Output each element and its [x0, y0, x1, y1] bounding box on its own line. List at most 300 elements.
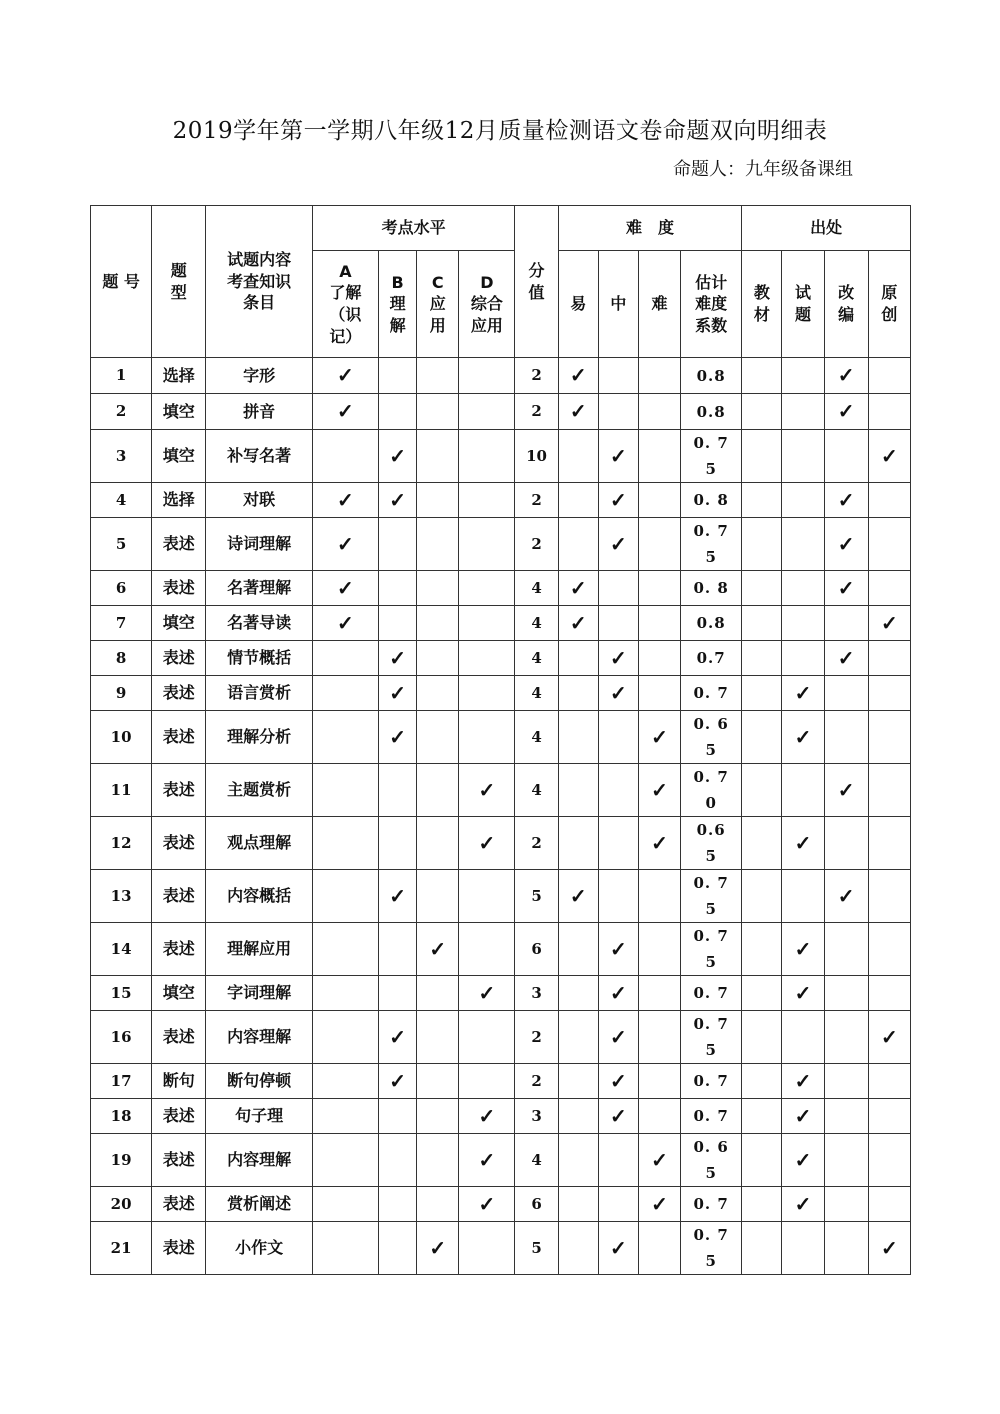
cell-difficulty-easy — [558, 923, 598, 976]
cell-score: 10 — [515, 430, 558, 483]
specification-table — [90, 205, 911, 1275]
coefficient-line: 0.8 — [696, 402, 726, 421]
coefficient-line: 5 — [705, 1041, 717, 1059]
cell-content: 内容理解 — [206, 1011, 312, 1064]
check-mark-icon: ✓ — [478, 830, 496, 855]
cell-level-c — [417, 518, 459, 571]
check-mark-icon: ✓ — [569, 363, 587, 387]
cell-level-b — [379, 1064, 417, 1099]
check-mark-icon: ✓ — [837, 575, 855, 600]
cell-difficulty-easy — [558, 358, 598, 394]
cell-source-adapted — [824, 1187, 868, 1222]
cell-source-exam — [782, 1222, 824, 1275]
check-mark-icon: ✓ — [478, 1147, 496, 1172]
cell-source-exam — [782, 1011, 824, 1064]
check-mark-icon: ✓ — [880, 1235, 898, 1260]
cell-source-adapted — [824, 676, 868, 711]
cell-content: 内容概括 — [206, 870, 312, 923]
cell-difficulty-medium — [598, 641, 638, 676]
cell-level-b — [379, 711, 417, 764]
cell-source-exam — [782, 870, 824, 923]
cell-source-exam — [782, 1064, 824, 1099]
cell-level-d — [459, 1222, 515, 1275]
check-mark-icon: ✓ — [429, 1235, 447, 1260]
cell-difficulty-easy — [558, 976, 598, 1011]
cell-difficulty-hard — [638, 606, 680, 641]
coefficient-line: 5 — [705, 900, 717, 918]
cell-level-d — [459, 817, 515, 870]
cell-question-type: 表述 — [152, 1099, 206, 1134]
check-mark-icon: ✓ — [609, 487, 627, 512]
cell-level-b — [379, 518, 417, 571]
cell-difficulty-hard — [638, 870, 680, 923]
coefficient-line: 5 — [705, 548, 717, 566]
cell-difficulty-medium — [598, 1099, 638, 1134]
cell-coefficient — [681, 430, 742, 483]
check-mark-icon: ✓ — [794, 1103, 812, 1128]
cell-source-exam — [782, 430, 824, 483]
cell-level-d — [459, 571, 515, 606]
cell-source-adapted — [824, 764, 868, 817]
cell-source-adapted — [824, 817, 868, 870]
cell-content: 拼音 — [206, 394, 312, 430]
cell-source-exam — [782, 483, 824, 518]
cell-difficulty-easy — [558, 430, 598, 483]
cell-level-a — [312, 1134, 378, 1187]
coefficient-line: 0. 7 — [693, 1015, 729, 1033]
table-row — [91, 1134, 911, 1187]
cell-level-b — [379, 483, 417, 518]
table-body — [91, 358, 911, 1275]
cell-content: 字词理解 — [206, 976, 312, 1011]
cell-source-adapted — [824, 606, 868, 641]
check-mark-icon: ✓ — [794, 680, 812, 705]
check-mark-icon: ✓ — [609, 680, 627, 705]
cell-difficulty-hard — [638, 923, 680, 976]
cell-content: 字形 — [206, 358, 312, 394]
cell-level-c — [417, 394, 459, 430]
cell-level-a — [312, 764, 378, 817]
cell-level-a — [312, 606, 378, 641]
cell-source-exam — [782, 923, 824, 976]
cell-difficulty-medium — [598, 430, 638, 483]
header-content: 试题内容 考查知识 条目 — [206, 206, 312, 358]
cell-content: 观点理解 — [206, 817, 312, 870]
cell-level-a — [312, 676, 378, 711]
check-mark-icon: ✓ — [569, 883, 587, 908]
cell-question-type: 表述 — [152, 1222, 206, 1275]
cell-source-original — [868, 571, 910, 606]
cell-source-exam — [782, 676, 824, 711]
cell-level-a — [312, 1099, 378, 1134]
cell-source-original — [868, 1134, 910, 1187]
cell-difficulty-medium — [598, 1011, 638, 1064]
cell-content: 名著理解 — [206, 571, 312, 606]
check-mark-icon: ✓ — [837, 645, 855, 670]
cell-difficulty-medium — [598, 976, 638, 1011]
check-mark-icon: ✓ — [389, 724, 406, 749]
cell-level-c — [417, 1099, 459, 1134]
coefficient-line: 5 — [705, 953, 717, 971]
cell-question-no: 9 — [91, 676, 152, 711]
check-mark-icon: ✓ — [651, 777, 668, 802]
cell-source-original — [868, 1187, 910, 1222]
table-row — [91, 976, 911, 1011]
cell-source-adapted — [824, 483, 868, 518]
coefficient-line: 5 — [705, 460, 717, 478]
cell-source-original — [868, 976, 910, 1011]
cell-content: 句子理 — [206, 1099, 312, 1134]
cell-difficulty-hard — [638, 1011, 680, 1064]
check-mark-icon: ✓ — [880, 443, 898, 468]
cell-score: 3 — [515, 1099, 558, 1134]
cell-level-b — [379, 1187, 417, 1222]
check-mark-icon: ✓ — [794, 1068, 812, 1093]
cell-source-adapted — [824, 394, 868, 430]
header-difficulty-group: 难 度 — [558, 206, 742, 251]
coefficient-line: 0. 7 — [693, 684, 729, 702]
cell-score: 4 — [515, 764, 558, 817]
cell-content: 主题赏析 — [206, 764, 312, 817]
cell-source-exam — [782, 641, 824, 676]
cell-content: 理解分析 — [206, 711, 312, 764]
cell-source-adapted — [824, 1011, 868, 1064]
cell-coefficient — [681, 711, 742, 764]
check-mark-icon: ✓ — [880, 1024, 898, 1049]
cell-difficulty-medium — [598, 676, 638, 711]
cell-level-c — [417, 1187, 459, 1222]
table-header — [91, 206, 911, 358]
cell-source-exam — [782, 711, 824, 764]
cell-source-original — [868, 518, 910, 571]
check-mark-icon: ✓ — [794, 1147, 812, 1172]
cell-level-b — [379, 571, 417, 606]
cell-level-a — [312, 817, 378, 870]
cell-source-exam — [782, 764, 824, 817]
cell-level-c — [417, 571, 459, 606]
cell-level-c — [417, 676, 459, 711]
header-level-b: B 理 解 — [379, 251, 417, 358]
cell-source-adapted — [824, 870, 868, 923]
cell-question-no: 19 — [91, 1134, 152, 1187]
cell-source-exam — [782, 394, 824, 430]
check-mark-icon: ✓ — [609, 1235, 627, 1260]
cell-coefficient — [681, 358, 742, 394]
cell-content: 名著导读 — [206, 606, 312, 641]
cell-level-a — [312, 430, 378, 483]
cell-coefficient — [681, 1099, 742, 1134]
coefficient-line: 5 — [705, 1252, 717, 1270]
cell-difficulty-hard — [638, 518, 680, 571]
header-question-no: 题 号 — [91, 206, 152, 358]
check-mark-icon: ✓ — [794, 936, 812, 961]
table-row — [91, 518, 911, 571]
coefficient-line: 0 — [705, 794, 717, 812]
coefficient-line: 0.7 — [696, 649, 726, 667]
table-row — [91, 394, 911, 430]
cell-difficulty-easy — [558, 1011, 598, 1064]
check-mark-icon: ✓ — [478, 1103, 496, 1128]
cell-coefficient — [681, 606, 742, 641]
cell-score: 5 — [515, 870, 558, 923]
cell-difficulty-easy — [558, 1134, 598, 1187]
check-mark-icon: ✓ — [651, 724, 668, 749]
cell-source-original — [868, 1222, 910, 1275]
cell-question-no: 4 — [91, 483, 152, 518]
cell-difficulty-easy — [558, 1187, 598, 1222]
check-mark-icon: ✓ — [389, 487, 406, 512]
header-source-group: 出处 — [742, 206, 911, 251]
cell-question-no: 17 — [91, 1064, 152, 1099]
cell-content: 对联 — [206, 483, 312, 518]
header-level-c: C 应 用 — [417, 251, 459, 358]
cell-level-d — [459, 1187, 515, 1222]
table-row — [91, 817, 911, 870]
check-mark-icon: ✓ — [837, 883, 855, 908]
cell-content: 赏析阐述 — [206, 1187, 312, 1222]
cell-question-no: 7 — [91, 606, 152, 641]
coefficient-line: 0.6 — [696, 821, 726, 839]
cell-level-d — [459, 711, 515, 764]
cell-coefficient — [681, 1011, 742, 1064]
cell-score: 4 — [515, 676, 558, 711]
coefficient-line: 0. 7 — [693, 522, 729, 540]
cell-source-textbook — [742, 606, 782, 641]
coefficient-line: 0. 7 — [693, 1195, 729, 1213]
check-mark-icon: ✓ — [609, 1068, 627, 1093]
cell-score: 2 — [515, 358, 558, 394]
cell-level-c — [417, 1064, 459, 1099]
cell-content: 补写名著 — [206, 430, 312, 483]
cell-content: 理解应用 — [206, 923, 312, 976]
cell-difficulty-hard — [638, 1099, 680, 1134]
table-row — [91, 1187, 911, 1222]
cell-level-d — [459, 641, 515, 676]
check-mark-icon: ✓ — [337, 399, 354, 423]
coefficient-line: 0. 7 — [693, 434, 729, 452]
cell-level-d — [459, 764, 515, 817]
cell-score: 2 — [515, 394, 558, 430]
cell-source-textbook — [742, 571, 782, 606]
header-source-textbook: 教 材 — [742, 251, 782, 358]
cell-level-d — [459, 1064, 515, 1099]
check-mark-icon: ✓ — [478, 1191, 496, 1216]
cell-difficulty-medium — [598, 394, 638, 430]
cell-score: 2 — [515, 1011, 558, 1064]
cell-question-type: 表述 — [152, 571, 206, 606]
check-mark-icon: ✓ — [389, 680, 406, 705]
cell-level-c — [417, 606, 459, 641]
cell-coefficient — [681, 571, 742, 606]
cell-level-b — [379, 1099, 417, 1134]
check-mark-icon: ✓ — [609, 443, 627, 468]
cell-level-a — [312, 571, 378, 606]
cell-question-no: 5 — [91, 518, 152, 571]
check-mark-icon: ✓ — [337, 531, 354, 556]
check-mark-icon: ✓ — [609, 1103, 627, 1128]
cell-question-no: 20 — [91, 1187, 152, 1222]
cell-question-no: 6 — [91, 571, 152, 606]
check-mark-icon: ✓ — [569, 610, 587, 635]
cell-level-b — [379, 1134, 417, 1187]
cell-difficulty-hard — [638, 394, 680, 430]
cell-question-no: 21 — [91, 1222, 152, 1275]
check-mark-icon: ✓ — [478, 980, 496, 1005]
table-row — [91, 923, 911, 976]
cell-coefficient — [681, 676, 742, 711]
cell-score: 6 — [515, 923, 558, 976]
cell-difficulty-hard — [638, 817, 680, 870]
cell-source-textbook — [742, 1011, 782, 1064]
check-mark-icon: ✓ — [837, 399, 855, 423]
cell-difficulty-medium — [598, 711, 638, 764]
cell-level-a — [312, 1222, 378, 1275]
cell-level-c — [417, 976, 459, 1011]
cell-level-c — [417, 923, 459, 976]
cell-question-type: 表述 — [152, 676, 206, 711]
coefficient-line: 0. 7 — [693, 1226, 729, 1244]
coefficient-line: 5 — [705, 741, 717, 759]
cell-difficulty-easy — [558, 606, 598, 641]
table-row — [91, 483, 911, 518]
cell-coefficient — [681, 976, 742, 1011]
cell-level-b — [379, 870, 417, 923]
cell-score: 4 — [515, 711, 558, 764]
check-mark-icon: ✓ — [429, 936, 447, 961]
cell-question-type: 表述 — [152, 711, 206, 764]
cell-difficulty-medium — [598, 1134, 638, 1187]
check-mark-icon: ✓ — [389, 1024, 406, 1049]
cell-source-adapted — [824, 976, 868, 1011]
cell-question-no: 10 — [91, 711, 152, 764]
cell-level-b — [379, 606, 417, 641]
cell-level-a — [312, 976, 378, 1011]
cell-level-a — [312, 394, 378, 430]
check-mark-icon: ✓ — [389, 443, 406, 468]
cell-level-c — [417, 1011, 459, 1064]
cell-source-exam — [782, 606, 824, 641]
check-mark-icon: ✓ — [794, 1191, 812, 1216]
coefficient-line: 0. 6 — [693, 715, 729, 733]
cell-source-textbook — [742, 430, 782, 483]
check-mark-icon: ✓ — [880, 610, 898, 635]
cell-level-a — [312, 641, 378, 676]
cell-coefficient — [681, 641, 742, 676]
cell-content: 诗词理解 — [206, 518, 312, 571]
cell-difficulty-hard — [638, 764, 680, 817]
cell-difficulty-easy — [558, 483, 598, 518]
cell-question-no: 2 — [91, 394, 152, 430]
cell-question-type: 表述 — [152, 923, 206, 976]
cell-source-textbook — [742, 817, 782, 870]
cell-question-type: 填空 — [152, 430, 206, 483]
cell-difficulty-easy — [558, 676, 598, 711]
cell-question-no: 8 — [91, 641, 152, 676]
coefficient-line: 0. 8 — [693, 579, 729, 597]
cell-question-type: 表述 — [152, 518, 206, 571]
cell-level-a — [312, 1064, 378, 1099]
cell-score: 2 — [515, 483, 558, 518]
check-mark-icon: ✓ — [389, 1068, 406, 1093]
cell-source-adapted — [824, 923, 868, 976]
cell-question-type: 表述 — [152, 641, 206, 676]
cell-level-c — [417, 817, 459, 870]
table-row — [91, 764, 911, 817]
cell-source-adapted — [824, 518, 868, 571]
cell-question-no: 18 — [91, 1099, 152, 1134]
check-mark-icon: ✓ — [837, 487, 855, 512]
cell-level-a — [312, 483, 378, 518]
cell-level-a — [312, 923, 378, 976]
coefficient-line: 5 — [705, 847, 717, 865]
cell-source-textbook — [742, 518, 782, 571]
cell-score: 3 — [515, 976, 558, 1011]
coefficient-line: 0. 7 — [693, 927, 729, 945]
cell-question-type: 填空 — [152, 606, 206, 641]
coefficient-line: 0. 6 — [693, 1138, 729, 1156]
cell-level-c — [417, 1222, 459, 1275]
cell-question-type: 表述 — [152, 764, 206, 817]
cell-content: 内容理解 — [206, 1134, 312, 1187]
cell-difficulty-hard — [638, 641, 680, 676]
cell-coefficient — [681, 518, 742, 571]
cell-level-c — [417, 870, 459, 923]
cell-source-adapted — [824, 1222, 868, 1275]
cell-difficulty-hard — [638, 676, 680, 711]
cell-level-b — [379, 1222, 417, 1275]
cell-question-no: 11 — [91, 764, 152, 817]
cell-question-type: 表述 — [152, 1011, 206, 1064]
cell-level-a — [312, 1187, 378, 1222]
cell-level-d — [459, 483, 515, 518]
cell-level-c — [417, 430, 459, 483]
cell-difficulty-easy — [558, 1064, 598, 1099]
cell-level-c — [417, 711, 459, 764]
cell-coefficient — [681, 870, 742, 923]
cell-difficulty-hard — [638, 1187, 680, 1222]
cell-score: 6 — [515, 1187, 558, 1222]
cell-source-original — [868, 870, 910, 923]
cell-level-d — [459, 394, 515, 430]
cell-difficulty-easy — [558, 817, 598, 870]
cell-source-original — [868, 923, 910, 976]
coefficient-line: 0. 7 — [693, 984, 729, 1002]
cell-difficulty-hard — [638, 976, 680, 1011]
cell-difficulty-medium — [598, 1222, 638, 1275]
cell-source-textbook — [742, 483, 782, 518]
check-mark-icon: ✓ — [651, 830, 668, 855]
cell-question-no: 12 — [91, 817, 152, 870]
cell-level-b — [379, 817, 417, 870]
check-mark-icon: ✓ — [794, 980, 812, 1005]
check-mark-icon: ✓ — [609, 531, 627, 556]
author-line: 命题人：九年级备课组 — [673, 159, 853, 180]
cell-difficulty-medium — [598, 518, 638, 571]
cell-score: 4 — [515, 606, 558, 641]
cell-level-d — [459, 606, 515, 641]
cell-difficulty-medium — [598, 571, 638, 606]
cell-question-type: 断句 — [152, 1064, 206, 1099]
cell-level-b — [379, 394, 417, 430]
coefficient-line: 0.8 — [696, 366, 726, 385]
cell-source-adapted — [824, 571, 868, 606]
cell-source-exam — [782, 976, 824, 1011]
cell-difficulty-medium — [598, 870, 638, 923]
cell-source-adapted — [824, 358, 868, 394]
check-mark-icon: ✓ — [337, 575, 354, 600]
header-source-adapted: 改 编 — [824, 251, 868, 358]
cell-content: 小作文 — [206, 1222, 312, 1275]
